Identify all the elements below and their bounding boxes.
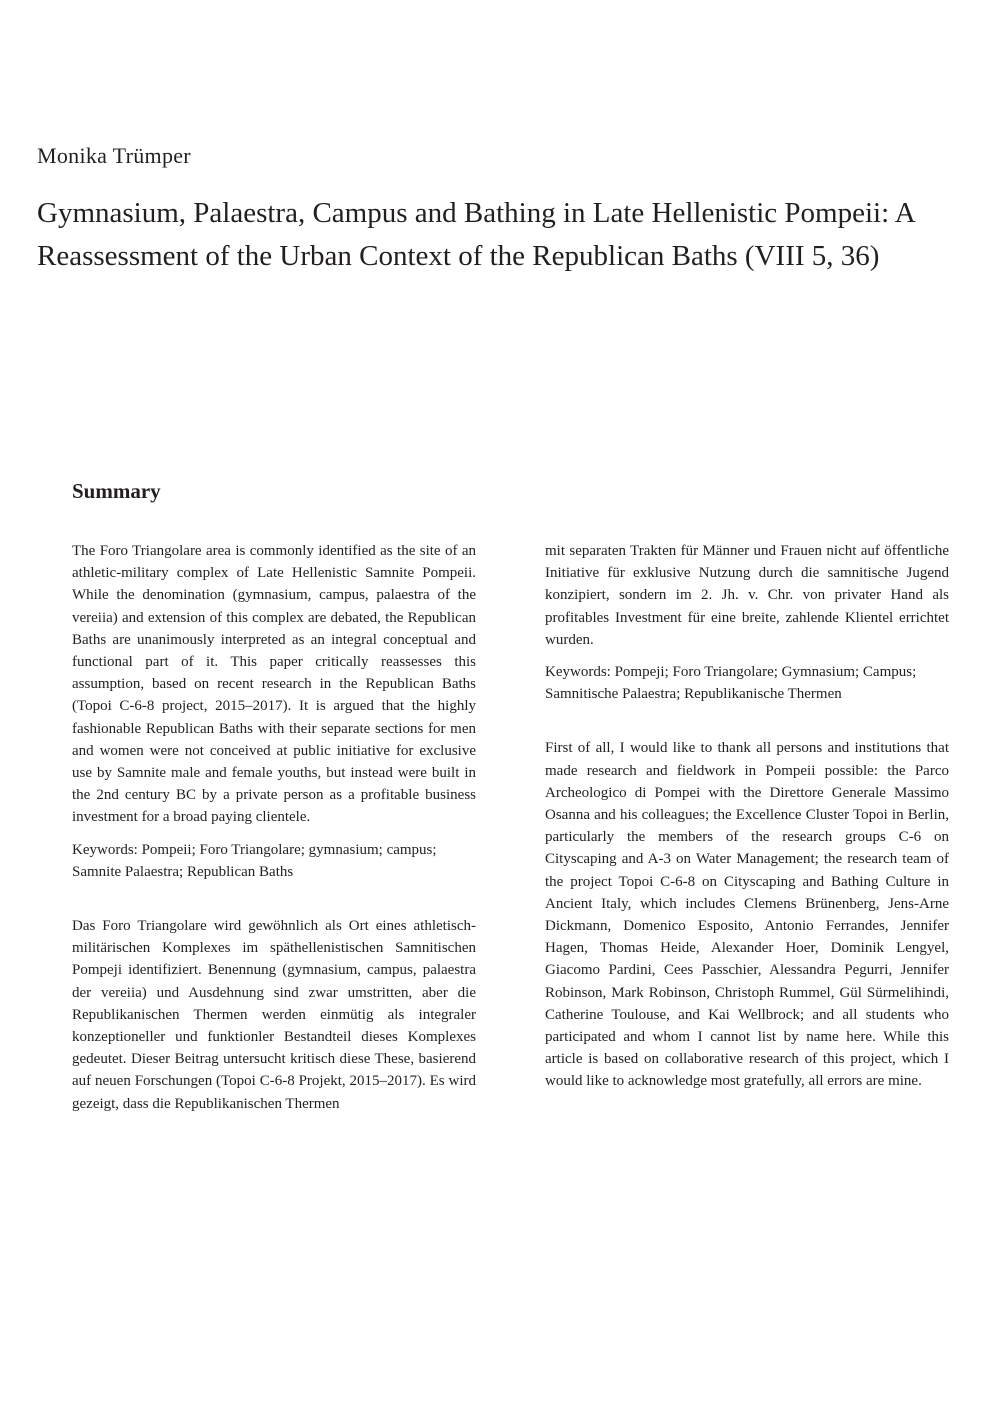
article-title: Gymnasium, Palaestra, Campus and Bathing in Late Hellenistic Pompeii: A Reassessment of the Urban Context of the Republican Baths (VIII 5, 36) — [37, 197, 915, 272]
keywords-english: Keywords: Pompeii; Foro Triangolare; gymnasium; campus; Samnite Palaestra; Republican Baths — [72, 841, 437, 880]
summary-german-part1: Das Foro Triangolare wird gewöhnlich als Ort eines athletisch-militärischen Komplexes im späthellenistischen Samnitischen Pompeji identifiziert. Benennung (gymnasium, campus, palaestra der vereiia) und Ausdehnung sind zwar umstritten, aber die Republikanischen Thermen werden einmütig als integraler konzeptioneller und funktionler Bestandteil dieses Komplexes gedeutet. Dieser Beitrag untersucht kritisch diese These, basierend auf neuen Forschungen (Topoi C-6-8 Projekt, 2015–2017). Es wird gezeigt, dass die Republikanischen Thermen — [72, 918, 476, 1112]
right-column — [545, 540, 949, 1093]
summary-german-part2: mit separaten Trakten für Männer und Frauen nicht auf öffentliche Initiative für exklusive Nutzung durch die samnitische Jugend konzipiert, sondern im 2. Jh. v. Chr. von privater Hand als profitables Investment für eine breite, zahlende Klientel errichtet wurden. — [545, 543, 949, 648]
author-name: Monika Trümper — [37, 143, 191, 168]
acknowledgements: First of all, I would like to thank all persons and institutions that made research and fieldwork in Pompeii possible: the Parco Archeologico di Pompei with the Direttore Generale Massimo Osanna and his colleagues; the Excellence Cluster Topoi in Berlin, particularly the members of the research groups C-6 on Cityscaping and A-3 on Water Management; the research team of the project Topoi C-6-8 on Cityscaping and Bathing Culture in Ancient Italy, which includes Clemens Brünenberg, Jens-Arne Dickmann, Domenico Esposito, Antonio Ferrandes, Jennifer Hagen, Thomas Heide, Alexander Hoer, Dominik Lengyel, Giacomo Pardini, Cees Passchier, Alessandra Pegurri, Jennifer Robinson, Mark Robinson, Christoph Rummel, Gül Sürmelihindi, Catherine Toulouse, and Kai Wellbrock; and all students who participated and whom I cannot list by name here. While this article is based on collaborative research of this project, which I would like to acknowledge most gratefully, all errors are mine. — [545, 740, 949, 1090]
keywords-german: Keywords: Pompeji; Foro Triangolare; Gymnasium; Campus; Samnitische Palaestra; Republikanische Thermen — [545, 664, 917, 703]
left-column — [72, 540, 476, 1115]
summary-english: The Foro Triangolare area is commonly identified as the site of an athletic-military complex of Late Hellenistic Samnite Pompeii. While the denomination (gymnasium, campus, palaestra of the vereiia) and extension of this complex are debated, the Republican Baths are unanimously interpreted as an integral conceptual and functional part of it. This paper critically reassesses this assumption, based on recent research in the Republican Baths (Topoi C-6-8 project, 2015–2017). It is argued that the highly fashionable Republican Baths with their separate sections for men and women were not conceived at public initiative for exclusive use by Samnite male and female youths, but instead were built in the 2nd century BC by a private person as a profitable business investment for a broad paying clientele. — [72, 543, 476, 826]
summary-heading: Summary — [72, 479, 161, 503]
